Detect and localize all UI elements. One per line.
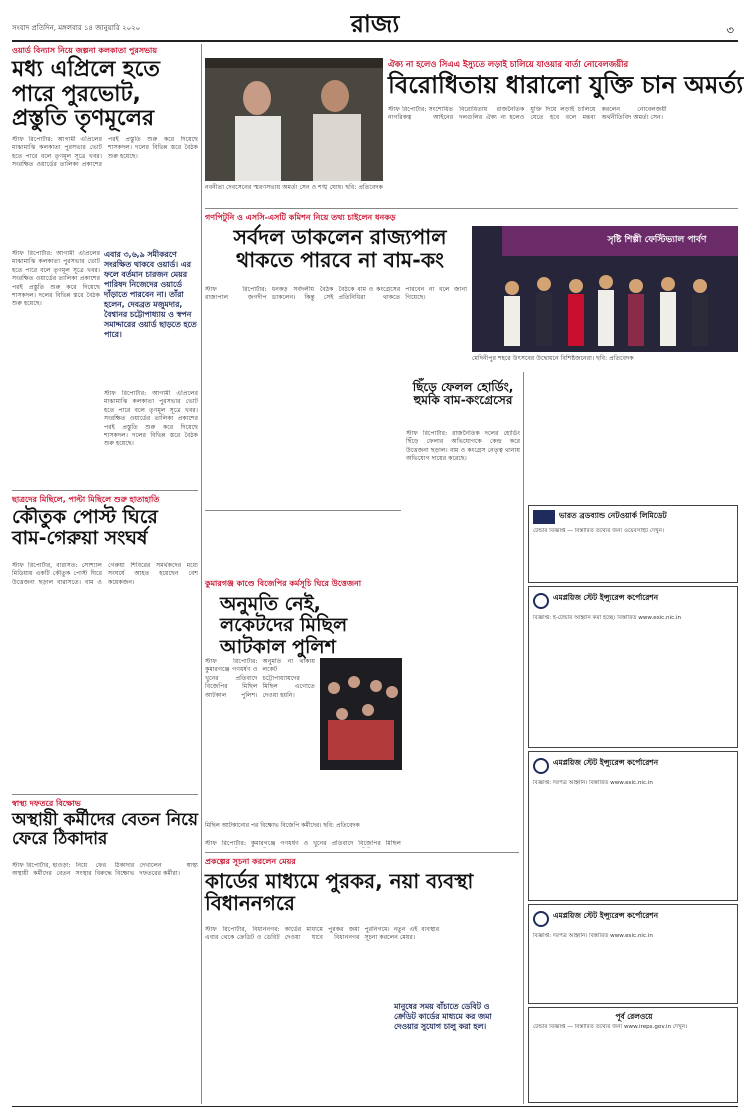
rule-story2-end (12, 794, 198, 795)
ad-bbnl-logo-icon (533, 510, 555, 524)
page-number: ৩ (726, 23, 734, 37)
ad-railway-title: পূর্ব রেলওয়ে (615, 1012, 653, 1021)
story3-kicker: স্বাস্থ্য দফতরে বিক্ষোভ (12, 799, 81, 808)
story1-kicker: ওয়ার্ড বিন্যাস নিয়ে জল্পনা কলকাতা পুরসভায় (12, 46, 158, 55)
footer-rule (12, 1106, 738, 1107)
rule-top-band (205, 208, 738, 209)
story4-kicker: ঐক্য না হলেও সিএএ ইস্যুতে লড়াই চালিয়ে যাওয়ার বার্তা নোবেলজয়ীর (388, 59, 629, 69)
ad-esic-3-title: এমপ্লয়িজ স্টেট ইন্স্যুরেন্স কর্পোরেশন (553, 911, 659, 920)
column-divider-1 (201, 44, 202, 1104)
story2-body: স্টাফ রিপোর্টার, বারাসত: সোশ্যাল মিডিয়ায় একটি কৌতুক পোস্ট ঘিরে উত্তেজনা ছড়াল বারাসতে। বাম ও গেরুয়া শিবিরের সমর্থকদের মধ্যে সংঘর্ষে আহত হয়েছেন বেশ কয়েকজন। (12, 562, 198, 586)
rule-story8-top (205, 852, 519, 853)
ad-esic-2-logo-icon (533, 758, 549, 774)
top-photo-caption: নবনীতা দেবসেনের স্মরণসভায় অমর্ত্য সেন ও শঙ্খ ঘোষ। ছবি: প্রতিবেদক (205, 184, 383, 191)
section-title: রাজ্য (350, 10, 400, 38)
rule-story7-top (205, 510, 401, 511)
story7-photo-image (320, 658, 402, 770)
top-photo (205, 58, 383, 181)
top-photo-image (205, 58, 383, 181)
ad-bbnl (528, 505, 738, 583)
ad-esic-2 (528, 751, 738, 901)
event-photo-banner: সৃষ্টি শিল্পী ফেস্টিভ্যাল পার্বণ (607, 235, 707, 245)
story7-headline: অনুমতি নেই, লকেটদের মিছিল আটকাল পুলিশ (220, 593, 348, 658)
ad-esic-2-title: এমপ্লয়িজ স্টেট ইন্স্যুরেন্স কর্পোরেশন (553, 758, 659, 767)
story8-kicker: প্রকল্পের সূচনা করলেন মেয়র (205, 857, 296, 866)
ad-bbnl-body: টেন্ডার বিজ্ঞপ্তি — বিস্তারিত তথ্যের জন্য ওয়েবসাইট দেখুন। (533, 528, 665, 534)
ad-esic-1 (528, 586, 738, 748)
ad-esic-3-body: বিজ্ঞপ্তি: দরপত্র আহ্বান। বিস্তারিত www.esic.nic.in (533, 933, 653, 939)
ad-bbnl-title: ভারত ব্রডব্যান্ড নেটওয়ার্ক লিমিডেট (559, 511, 667, 520)
story7-kicker: কুমারগঞ্জ কাণ্ডে বিজেপির কর্মসূচি ঘিরে উত্তেজনা (205, 579, 362, 588)
story7-photo (320, 658, 402, 770)
header-date: সংবাদ প্রতিদিন, মঙ্গলবার ১৪ জানুয়ারি ২০২০ (12, 24, 141, 32)
story1-body: স্টাফ রিপোর্টার: আগামী এপ্রিলের মাঝামাঝি কলকাতা পুরসভার ভোট হতে পারে বলে তৃণমূল সূত্রে খবর। সংরক্ষিত ওয়ার্ডের তালিকা প্রকাশের পরই প্রস্তুতি শুরু করে দিয়েছে শাসকদল। দলের বিভিন্ন স্তরে বৈঠক শুরু হয়েছে। (12, 136, 198, 169)
story1-body-cont2: স্টাফ রিপোর্টার: আগামী এপ্রিলের মাঝামাঝি কলকাতা পুরসভার ভোট হতে পারে বলে তৃণমূল সূত্রে খবর। সংরক্ষিত ওয়ার্ডের তালিকা প্রকাশের পরই প্রস্তুতি শুরু করে দিয়েছে শাসকদল। দলের বিভিন্ন স্তরে বৈঠক শুরু হয়েছে। (104, 390, 198, 448)
story2-headline: কৌতুক পোস্ট ঘিরে বাম-গেরুয়া সংঘর্ষ (12, 506, 158, 550)
ad-esic-3 (528, 904, 738, 1004)
story4-headline: বিরোধিতায় ধারালো যুক্তি চান অমর্ত্য (388, 71, 744, 99)
story7-caption: মিছিল আটকানোর পর বিক্ষোভ বিজেপি কর্মীদের। ছবি: প্রতিবেদক (205, 822, 360, 829)
event-photo-caption: মেদিনীপুর শহরে উৎসবের উদ্বোধনে বিশিষ্টজনেরা। ছবি: প্রতিবেদক (472, 355, 634, 362)
story8-body: স্টাফ রিপোর্টার, বিধাননগর: এবার থেকে ক্রেডিট ও ডেবিট কার্ডের মাধ্যমে পুরকর জমা দেওয়া যাবে বিধাননগর পুরনিগমে। নতুন এই ব্যবস্থার সূচনা করলেন মেয়র। (205, 926, 440, 942)
story7-body-cont: স্টাফ রিপোর্টার: কুমারগঞ্জে গণধর্ষণ ও খুনের প্রতিবাদে বিজেপির মিছিল (205, 840, 401, 847)
story5-headline: সর্বদল ডাকলেন রাজ্যপাল থাকতে পারবে না বাম-কং (233, 225, 447, 272)
story1-headline: মধ্য এপ্রিলে হতে পারে পুরভোট, প্রস্তুতি তৃণমূলের (12, 57, 160, 132)
ad-esic-1-logo-icon (533, 593, 549, 609)
story5-body: স্টাফ রিপোর্টার: রাজ্যপাল জগদীপ ধনকড় সর্বদলীয় বৈঠক ডাকলেন। কিন্তু সেই বৈঠকে বাম ও কংগ্রেসের প্রতিনিধিরা থাকতে পারবেন না বলে জানা গিয়েছে। (205, 286, 467, 302)
story8-pullquote: মানুষের সময় বাঁচাতে ডেবিট ও ক্রেডিট কার্ডের মাধ্যমে কর জমা দেওয়ার সুযোগ চালু করা হল। (392, 1000, 516, 1034)
story6-body: স্টাফ রিপোর্টার: রাজনৈতিক দলের হোর্ডিং ছিঁড়ে ফেলার অভিযোগকে কেন্দ্র করে উত্তেজনা ছড়াল। বাম ও কংগ্রেস নেতৃত্ব থানায় অভিযোগ দায়ের করেছে। (406, 430, 520, 463)
ad-esic-1-body: বিজ্ঞপ্তি: ই-টেন্ডার আহ্বান করা হচ্ছে। বিস্তারিত www.esic.nic.in (533, 615, 682, 621)
ad-esic-3-logo-icon (533, 911, 549, 927)
story7-body: স্টাফ রিপোর্টার: কুমারগঞ্জে গণধর্ষণ ও খুনের প্রতিবাদে বিজেপির মিছিল আটকাল পুলিশ। অনুমতি না থাকায় লকেট চট্টোপাধ্যায়দের মিছিল এগোতে দেওয়া হয়নি। (205, 658, 315, 699)
story3-headline: অস্থায়ী কর্মীদের বেতন নিয়ে ফেরে ঠিকাদার (12, 810, 198, 850)
story8-headline: কার্ডের মাধ্যমে পুরকর, নয়া ব্যবস্থা বিধাননগরে (205, 869, 474, 916)
ad-railway (528, 1007, 738, 1103)
event-photo (472, 226, 738, 352)
story1-callout: এবার ৩,৬,৯ সমীকরণে সংরক্ষিত থাকবে ওয়ার্ড। এর ফলে বর্তমান চারজন মেয়র পারিষদ নিজেদের ওয়ার্ডে দাঁড়াতে পারবেন না। তাঁরা হলেন, দেবব্রত মজুমদার, বৈশ্বানর চট্টোপাধ্যায় ও স্বপন সমাদ্দারের ওয়ার্ড ছাড়তে হতে পারে। (104, 250, 197, 339)
ad-esic-1-title: এমপ্লয়িজ স্টেট ইন্স্যুরেন্স কর্পোরেশন (553, 593, 659, 602)
story3-body: স্টাফ রিপোর্টার, হাওড়া: অস্থায়ী কর্মীদের বেতন নিয়ে ফের ঠিকাদার সংস্থার বিরুদ্ধে বিক্ষোভ দেখালেন স্বাস্থ্য দফতরের কর্মীরা। (12, 862, 198, 878)
column-divider-2 (523, 372, 524, 1104)
ad-railway-body: টেন্ডার বিজ্ঞপ্তি — বিস্তারিত তথ্যের জন্য www.ireps.gov.in দেখুন। (533, 1024, 688, 1030)
story1-body-cont: স্টাফ রিপোর্টার: আগামী এপ্রিলের মাঝামাঝি কলকাতা পুরসভার ভোট হতে পারে বলে তৃণমূল সূত্রে খবর। সংরক্ষিত ওয়ার্ডের তালিকা প্রকাশের পরই প্রস্তুতি শুরু করে দিয়েছে শাসকদল। দলের বিভিন্ন স্তরে বৈঠক শুরু হয়েছে। (12, 250, 100, 308)
header-rule (12, 40, 738, 42)
story6-headline: ছিঁড়ে ফেলল হোর্ডিং, হুমকি বাম-কংগ্রেসের (412, 380, 514, 408)
rule-story1-end (12, 490, 198, 491)
story2-kicker: ছাত্রদের মিছিলে, পাল্টা মিছিলে শুরু হাতাহাতি (12, 495, 160, 504)
story5-kicker: গণপিটুনি ও এসসি-এসটি কমিশন নিয়ে তথ্য চাইলেন ধনকড় (205, 213, 396, 222)
ad-esic-2-body: বিজ্ঞপ্তি: দরপত্র আহ্বান। বিস্তারিত www.esic.nic.in (533, 780, 653, 786)
story4-body: স্টাফ রিপোর্টার: সংশোধিত নাগরিকত্ব আইনের বিরোধিতায় রাজনৈতিক দলগুলির ঐক্য না হলেও যুক্তি দিয়ে লড়াই চালিয়ে যেতে হবে বলে মন্তব্য করলেন নোবেলজয়ী অর্থনীতিবিদ অমর্ত্য সেন। (388, 106, 667, 122)
